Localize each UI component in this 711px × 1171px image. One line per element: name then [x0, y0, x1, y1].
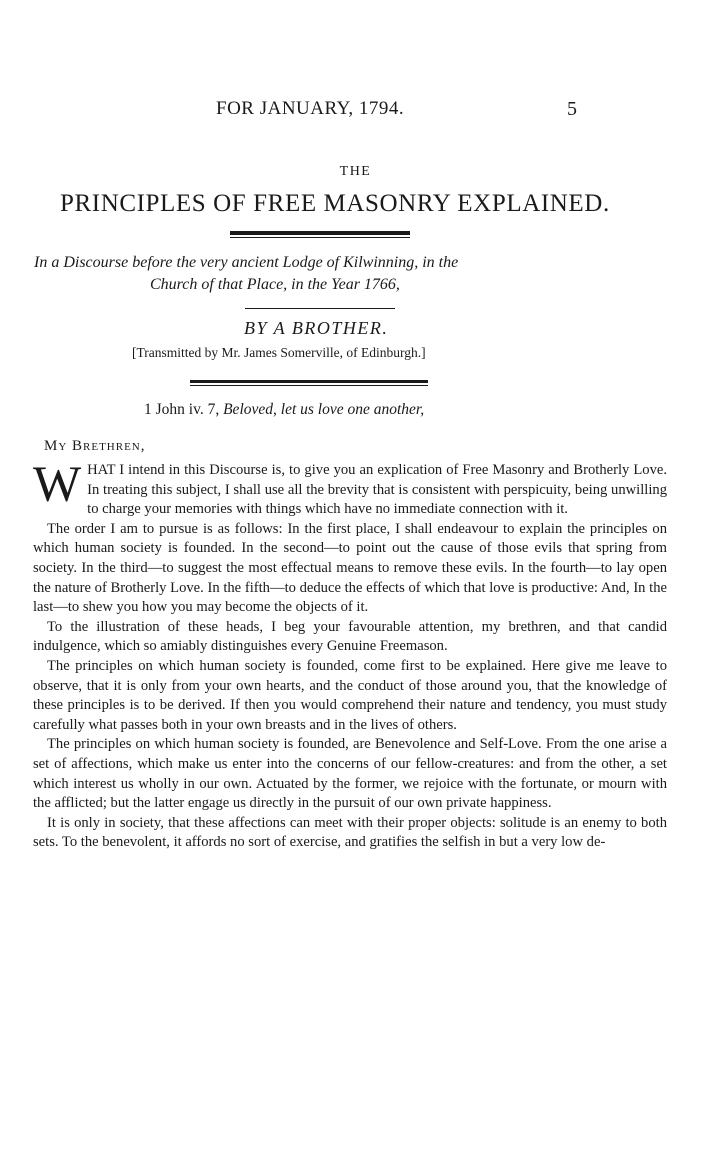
section-rule-thin [190, 385, 428, 386]
subtitle-line-1: In a Discourse before the very ancient Lodge of Kilwinning, in the [34, 254, 459, 271]
transmitted-note: [Transmitted by Mr. James Somerville, of Edinburgh.] [132, 345, 426, 360]
section-rule [190, 380, 428, 383]
subtitle-rule [245, 308, 395, 309]
title-rule-thin [230, 237, 410, 238]
running-head-title: FOR JANUARY, 1794. [216, 98, 405, 119]
byline: BY A BROTHER. [244, 318, 389, 338]
paragraph-6: It is only in society, that these affections can meet with their proper objects: solitude is an enemy to both sets. To the benevolent, it affords no sort of exercise, and gratifies the selfish in but a very low de- [33, 814, 667, 851]
article-title: PRINCIPLES OF FREE MASONRY EXPLAINED. [60, 190, 610, 217]
drop-cap: W [33, 457, 82, 513]
paragraph-3: To the illustration of these heads, I beg your favourable attention, my brethren, and that candid indulgence, which so amiably distinguishes every Genuine Freemason. [33, 618, 667, 655]
paragraph-1-text: HAT I intend in this Discourse is, to give you an explication of Free Masonry and Brotherly Love. In treating this subject, I shall use all the brevity that is consistent with perspicuity, being unwilling to charge your memories with things which have no immediate connection with it. [87, 462, 667, 518]
scripture-epigraph [144, 401, 424, 419]
page-number: 5 [567, 98, 578, 120]
title-rule [230, 231, 410, 235]
paragraph-4: The principles on which human society is founded, come first to be explained. Here give me leave to observe, that it is only from your own hearts, and the conduct of those around you, that the knowledge of these principles is to be derived. If then you would comprehend their nature and tendency, you must study carefully what passes both in your own breasts and in the lives of others. [33, 657, 667, 733]
article-body [33, 457, 667, 853]
salutation: My Brethren, [44, 438, 146, 454]
title-prefix: THE [339, 164, 372, 179]
paragraph-5: The principles on which human society is founded, are Benevolence and Self-Love. From the one arise a set of affections, which make us enter into the concerns of our fellow-creatures: and from the other, a set which interest us wholly in our own. Actuated by the former, we rejoice with the fortunate, or mourn with the afflicted; but the latter engage us directly in the pursuit of our own private happiness. [33, 736, 667, 812]
subtitle-line-2: Church of that Place, in the Year 1766, [150, 276, 400, 293]
paragraph-2: The order I am to pursue is as follows: In the first place, I shall endeavour to explain the principles on which human society is founded. In the second—to point out the cause of those evils that spring from society. In the third—to suggest the most effectual means to remove these evils. In the fourth—to lay open the nature of Brotherly Love. In the fifth—to deduce the effects of which that love is productive: And, In the last—to shew you how you may become the objects of it. [33, 520, 667, 616]
scripture-text: Beloved, let us love one another, [223, 401, 425, 418]
paragraph-1 [33, 457, 667, 520]
scripture-reference: 1 John iv. 7, [144, 401, 220, 418]
